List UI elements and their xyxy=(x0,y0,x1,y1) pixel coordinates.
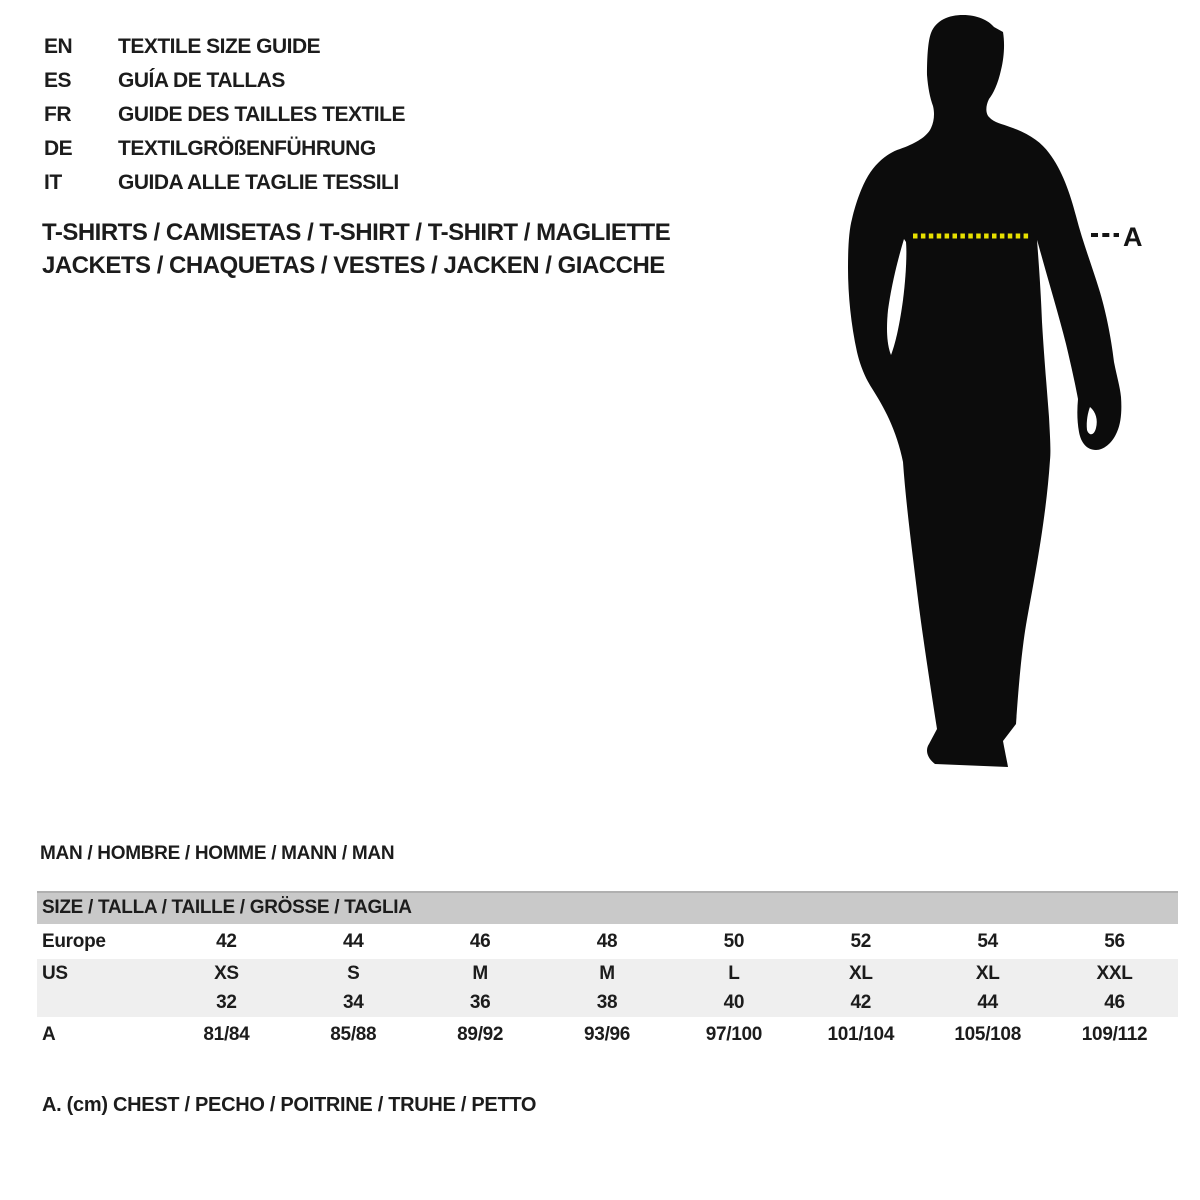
size-cell: L xyxy=(728,962,740,984)
size-cell: 54 xyxy=(977,930,998,952)
language-row-fr xyxy=(44,98,405,132)
measure-label-a: A xyxy=(1123,222,1143,252)
size-cell: XXL xyxy=(1096,962,1133,984)
size-cell: 56 xyxy=(1104,930,1125,952)
size-cell: 46 xyxy=(469,930,491,952)
size-cell: 34 xyxy=(343,991,364,1013)
size-cell: 42 xyxy=(216,930,237,952)
size-cell: M xyxy=(472,962,488,984)
language-title: GUIDE DES TAILLES TEXTILE xyxy=(118,103,405,126)
product-line-tshirts: T-SHIRTS / CAMISETAS / T-SHIRT / T-SHIRT / MAGLIETTE xyxy=(42,219,671,246)
language-title: GUIDA ALLE TAGLIE TESSILI xyxy=(118,171,399,194)
language-title: TEXTILGRÖßENFÜHRUNG xyxy=(118,137,376,160)
section-title: MAN / HOMBRE / HOMME / MANN / MAN xyxy=(40,843,395,864)
size-cell: 89/92 xyxy=(457,1023,504,1045)
size-cell: 52 xyxy=(850,930,872,952)
size-cell: 42 xyxy=(850,991,872,1013)
language-title: TEXTILE SIZE GUIDE xyxy=(118,35,321,58)
language-code: IT xyxy=(44,171,62,194)
row-label: Europe xyxy=(42,930,106,952)
language-code: EN xyxy=(44,35,73,58)
size-cell: S xyxy=(347,962,360,984)
product-types xyxy=(42,216,670,282)
language-row-it xyxy=(44,166,405,200)
table-row-chest-cm xyxy=(37,1017,1178,1052)
size-cell: 109/112 xyxy=(1081,1023,1148,1045)
size-cell: 48 xyxy=(596,930,618,952)
language-row-es xyxy=(44,64,405,98)
product-line-jackets: JACKETS / CHAQUETAS / VESTES / JACKEN / GIACCHE xyxy=(42,252,665,279)
size-cell: 36 xyxy=(469,991,491,1013)
size-cell: 44 xyxy=(977,991,998,1013)
table-row-us-letter xyxy=(37,959,1178,988)
size-table xyxy=(37,891,1178,1052)
size-cell: XS xyxy=(214,962,239,984)
size-cell: 93/96 xyxy=(584,1023,631,1045)
size-cell: 105/108 xyxy=(954,1023,1021,1045)
language-list xyxy=(44,30,405,200)
language-row-en xyxy=(44,30,405,64)
left-arm-gap xyxy=(887,239,906,355)
size-cell: 40 xyxy=(723,991,745,1013)
size-cell: 32 xyxy=(216,991,237,1013)
size-table-header: SIZE / TALLA / TAILLE / GRÖSSE / TAGLIA xyxy=(37,891,1178,924)
language-row-de xyxy=(44,132,405,166)
size-cell: 50 xyxy=(723,930,745,952)
size-cell: XL xyxy=(848,962,873,984)
man-silhouette-icon xyxy=(848,15,1121,767)
size-cell: 97/100 xyxy=(705,1023,763,1045)
fist-notch xyxy=(1087,407,1097,434)
size-cell: 46 xyxy=(1104,991,1125,1013)
table-row-europe xyxy=(37,924,1178,959)
language-title: GUÍA DE TALLAS xyxy=(118,69,285,92)
size-cell: 85/88 xyxy=(330,1023,377,1045)
size-cell: M xyxy=(599,962,615,984)
measurement-footnote: A. (cm) CHEST / PECHO / POITRINE / TRUHE / PETTO xyxy=(42,1094,537,1116)
size-cell: 38 xyxy=(596,991,618,1013)
size-cell: 81/84 xyxy=(203,1023,250,1045)
table-row-us-numeric xyxy=(37,988,1178,1017)
row-label: A xyxy=(42,1023,56,1045)
size-cell: 101/104 xyxy=(827,1023,895,1045)
size-cell: XL xyxy=(975,962,1000,984)
language-code: FR xyxy=(44,103,71,126)
size-cell: 44 xyxy=(343,930,364,952)
language-code: ES xyxy=(44,69,72,92)
language-code: DE xyxy=(44,137,73,160)
row-label: US xyxy=(42,962,68,984)
